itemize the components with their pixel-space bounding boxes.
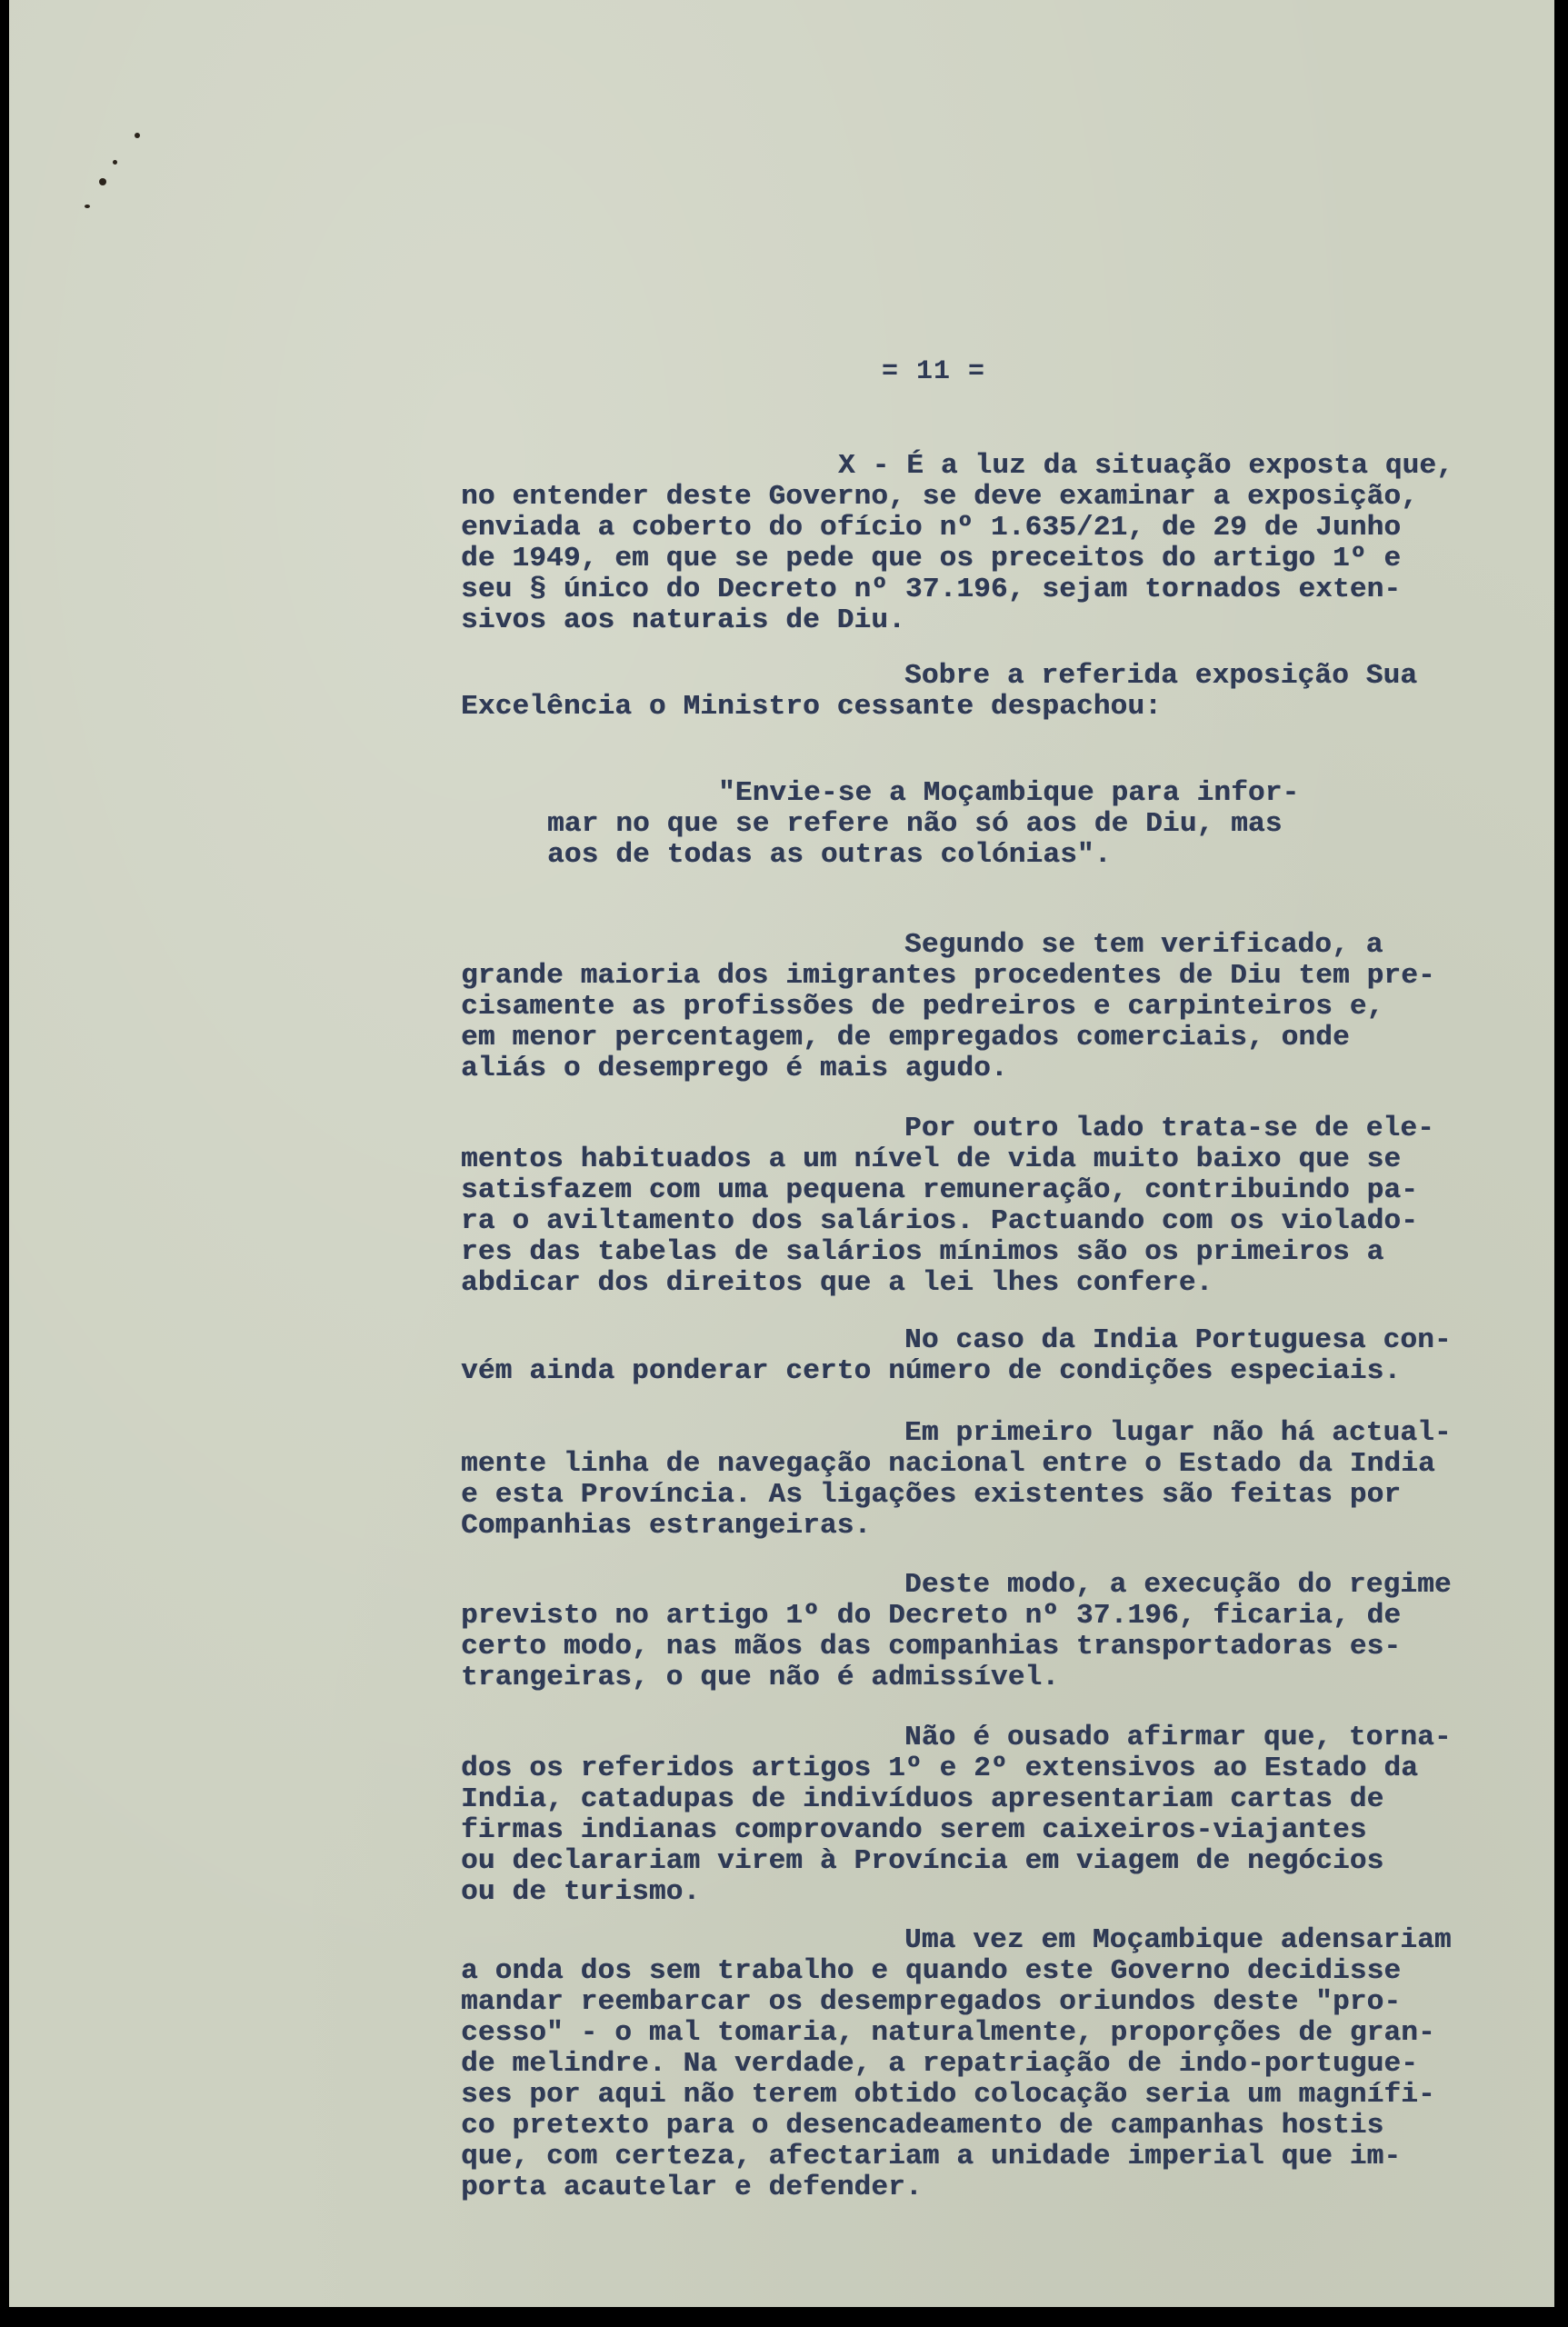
text-line: dos os referidos artigos 1º e 2º extensivos ao Estado da [461, 1753, 1418, 1784]
text-line: Em primeiro lugar não há actual- [904, 1417, 1452, 1449]
text-line: em menor percentagem, de empregados comerciais, onde [461, 1022, 1350, 1054]
text-line: enviada a coberto do ofício nº 1.635/21, de 29 de Junho [461, 512, 1402, 544]
text-line: firmas indianas comprovando serem caixeiros-viajantes [461, 1814, 1367, 1846]
text-line: abdicar dos direitos que a lei lhes confere. [461, 1267, 1213, 1299]
text-line: aos de todas as outras colónias". [547, 839, 1112, 871]
document-page [9, 0, 1554, 2307]
text-line: ou declarariam virem à Província em viagem de negócios [461, 1845, 1384, 1877]
text-line: satisfazem com uma pequena remuneração, contribuindo pa- [461, 1174, 1418, 1206]
text-line: sivos aos naturais de Diu. [461, 604, 905, 636]
page-number: = 11 = [882, 356, 986, 387]
text-line: ra o aviltamento dos salários. Pactuando com os violado- [461, 1205, 1418, 1237]
text-line: mentos habituados a um nível de vida muito baixo que se [461, 1144, 1402, 1175]
text-line: ou de turismo. [461, 1876, 701, 1908]
text-line: No caso da India Portuguesa con- [904, 1324, 1452, 1356]
text-line: de 1949, em que se pede que os preceitos do artigo 1º e [461, 543, 1402, 574]
text-line: Deste modo, a execução do regime [904, 1569, 1452, 1601]
text-line: ses por aqui não terem obtido colocação seria um magnífi- [461, 2079, 1435, 2111]
text-line: previsto no artigo 1º do Decreto nº 37.196, ficaria, de [461, 1600, 1402, 1632]
text-line: aliás o desemprego é mais agudo. [461, 1053, 1008, 1084]
text-line: porta acautelar e defender. [461, 2172, 923, 2203]
text-line: seu § único do Decreto nº 37.196, sejam tornados exten- [461, 574, 1402, 605]
ink-speck [99, 178, 106, 185]
text-line: Não é ousado afirmar que, torna- [904, 1722, 1452, 1753]
text-line: mandar reembarcar os desempregados oriundos deste "pro- [461, 1986, 1402, 2018]
text-line: India, catadupas de indivíduos apresentariam cartas de [461, 1783, 1384, 1815]
text-line: cisamente as profissões de pedreiros e carpinteiros e, [461, 991, 1384, 1023]
ink-speck [85, 205, 90, 208]
text-line: vém ainda ponderar certo número de condições especiais. [461, 1355, 1402, 1387]
text-line: Companhias estrangeiras. [461, 1510, 872, 1542]
text-line: Sobre a referida exposição Sua [904, 660, 1418, 692]
text-line: co pretexto para o desencadeamento de campanhas hostis [461, 2110, 1384, 2142]
text-line: a onda dos sem trabalho e quando este Governo decidisse [461, 1955, 1402, 1987]
text-line: certo modo, nas mãos das companhias transportadoras es- [461, 1631, 1402, 1663]
text-line: mar no que se refere não só aos de Diu, mas [547, 808, 1283, 840]
text-line: X - É a luz da situação exposta que, [838, 450, 1453, 482]
ink-speck [135, 133, 140, 138]
text-line: de melindre. Na verdade, a repatriação de indo-portugue- [461, 2048, 1418, 2080]
text-line: trangeiras, o que não é admissível. [461, 1662, 1060, 1693]
text-line: Segundo se tem verificado, a [904, 929, 1383, 961]
text-line: res das tabelas de salários mínimos são os primeiros a [461, 1236, 1384, 1268]
text-line: no entender deste Governo, se deve examinar a exposição, [461, 481, 1418, 513]
text-line: Uma vez em Moçambique adensariam [904, 1924, 1452, 1956]
text-line: e esta Província. As ligações existentes são feitas por [461, 1479, 1402, 1511]
text-line: mente linha de navegação nacional entre o Estado da India [461, 1448, 1435, 1480]
text-line: grande maioria dos imigrantes procedentes de Diu tem pre- [461, 960, 1435, 992]
text-line: que, com certeza, afectariam a unidade imperial que im- [461, 2141, 1402, 2172]
text-line: cesso" - o mal tomaria, naturalmente, proporções de gran- [461, 2017, 1435, 2049]
ink-speck [113, 160, 117, 165]
text-line: "Envie-se a Moçambique para infor- [718, 777, 1300, 809]
text-line: Excelência o Ministro cessante despachou: [461, 691, 1162, 723]
text-line: Por outro lado trata-se de ele- [904, 1113, 1434, 1144]
